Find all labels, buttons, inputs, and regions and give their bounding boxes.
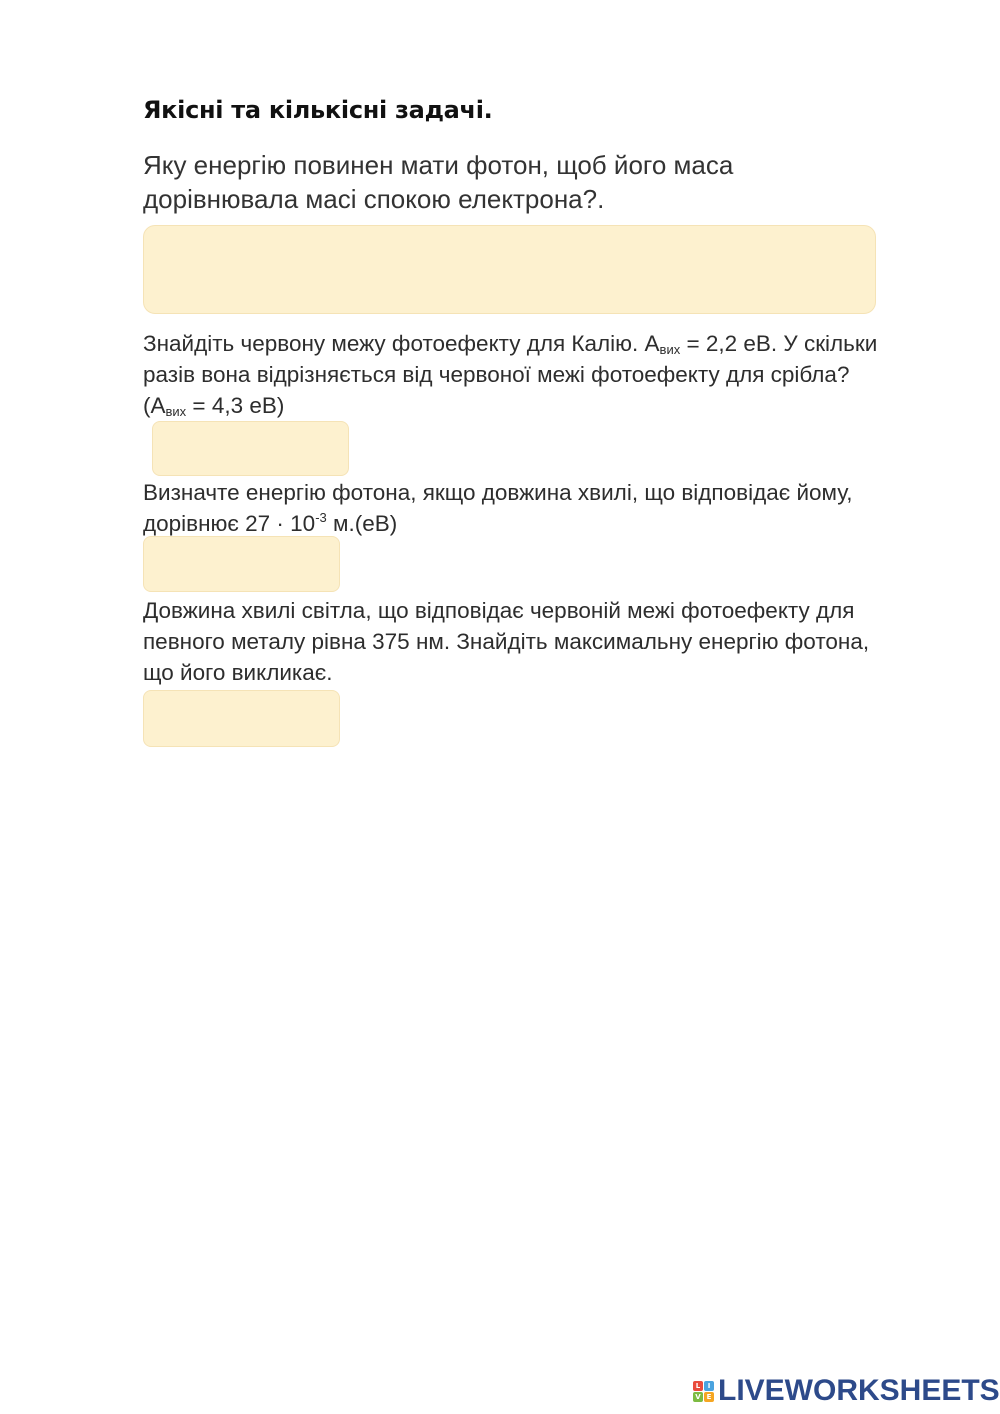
liveworksheets-wordmark: LIVEWORKSHEETS — [718, 1374, 1000, 1407]
question-3-line-1: Визначте енергію фотона, якщо довжина хвилі, що відповідає йому, — [143, 480, 853, 505]
question-4 — [143, 595, 933, 688]
liveworksheets-brand — [693, 1376, 1000, 1406]
question-1-line-1: Яку енергію повинен мати фотон, щоб його маса — [143, 150, 734, 180]
question-2-line-1: Знайдіть червону межу фотоефекту для Калію. $A_{вих} = 2,2$ еВ. У скільки — [143, 331, 878, 357]
logo-tile-e: E — [704, 1392, 714, 1402]
answer-box-2[interactable] — [152, 421, 349, 476]
question-4-line-1: Довжина хвилі світла, що відповідає червоній межі фотоефекту для — [143, 598, 855, 623]
question-2 — [143, 328, 933, 421]
logo-tile-i: I — [704, 1381, 714, 1391]
question-1-line-2: дорівнювала масі спокою електрона?. — [143, 184, 605, 214]
question-2-line-2: разів вона відрізняється від червоної межі фотоефекту для срібла? — [143, 362, 850, 387]
liveworksheets-logo-icon — [693, 1381, 714, 1402]
question-2-line-3: ($A_{вих} = 4,3$ еВ) — [143, 393, 285, 419]
answer-box-3[interactable] — [143, 536, 340, 592]
subscript-vykh: вих — [165, 404, 187, 419]
question-3 — [143, 477, 933, 539]
answer-box-1[interactable] — [143, 225, 876, 314]
question-1 — [143, 148, 903, 216]
question-4-line-3: що його викликає. — [143, 660, 333, 685]
logo-tile-l: L — [693, 1381, 703, 1391]
superscript-exponent: -3 — [315, 510, 327, 525]
logo-tile-v: V — [693, 1392, 703, 1402]
answer-box-4[interactable] — [143, 690, 340, 747]
subscript-vykh: вих — [659, 342, 681, 357]
question-4-line-2: певного металу рівна 375 нм. Знайдіть максимальну енергію фотона, — [143, 629, 870, 654]
question-3-line-2: дорівнює $27 \cdot 10^{-3}$ м.(еВ) — [143, 510, 398, 536]
worksheet-title: Якісні та кількісні задачі. — [143, 96, 493, 124]
